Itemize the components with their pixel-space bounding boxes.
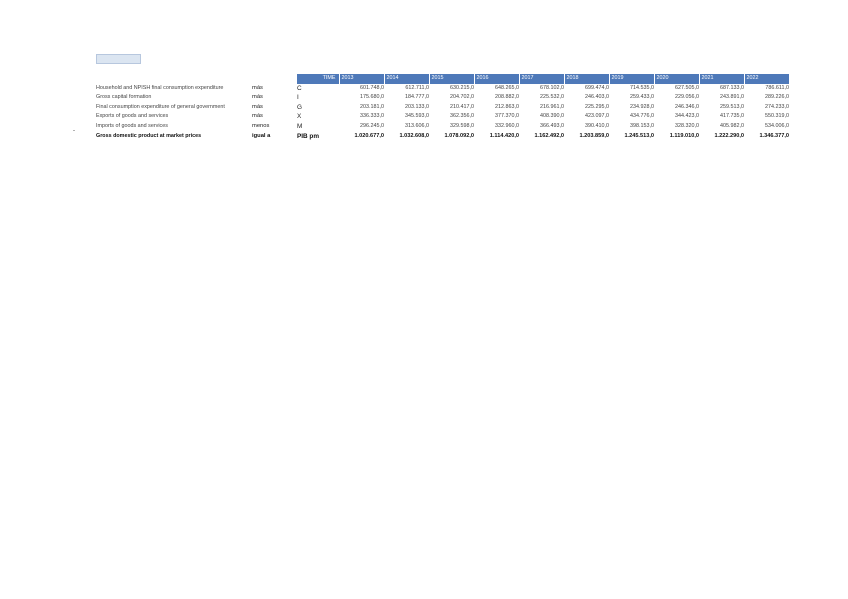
year-header-cell[interactable]: 2018 — [564, 74, 609, 84]
operator-cell[interactable]: más — [252, 103, 263, 110]
row-description-cell[interactable]: Household and NPISH final consumption expenditure — [96, 84, 224, 91]
value-cell[interactable]: 687.133,0 — [720, 84, 744, 91]
year-header-cell[interactable]: 2014 — [384, 74, 429, 84]
symbol-cell[interactable]: PIB pm — [297, 132, 320, 140]
value-cell[interactable]: 699.474,0 — [585, 84, 609, 91]
table-row — [96, 103, 789, 113]
operator-cell[interactable]: menos — [252, 122, 270, 129]
total-row — [96, 132, 789, 142]
highlighted-cell[interactable] — [96, 54, 141, 64]
value-cell[interactable]: 289.226,0 — [765, 94, 789, 101]
value-cell[interactable]: 212.863,0 — [495, 103, 519, 110]
value-cell[interactable]: 225.532,0 — [540, 94, 564, 101]
value-cell[interactable]: 203.133,0 — [405, 103, 429, 110]
value-cell[interactable]: 336.333,0 — [360, 113, 384, 120]
row-description-cell[interactable]: Imports of goods and services — [96, 122, 168, 129]
table-row — [96, 122, 789, 132]
row-description-cell[interactable]: Gross capital formation — [96, 94, 152, 101]
value-cell[interactable]: 714.535,0 — [630, 84, 654, 91]
value-cell[interactable]: 208.882,0 — [495, 94, 519, 101]
symbol-cell[interactable]: X — [297, 113, 302, 121]
value-cell[interactable]: 204.702,0 — [450, 94, 474, 101]
year-header-cell[interactable]: 2022 — [744, 74, 789, 84]
value-cell[interactable]: 534.006,0 — [765, 122, 789, 129]
value-cell[interactable]: 1.032.608,0 — [399, 132, 429, 139]
value-cell[interactable]: 398.153,0 — [630, 122, 654, 129]
value-cell[interactable]: 225.295,0 — [585, 103, 609, 110]
value-cell[interactable]: 175.680,0 — [360, 94, 384, 101]
value-cell[interactable]: 678.102,0 — [540, 84, 564, 91]
operator-cell[interactable]: igual a — [252, 132, 271, 139]
value-cell[interactable]: 229.056,0 — [675, 94, 699, 101]
gdp-expenditure-table — [96, 74, 789, 141]
time-header-cell[interactable]: TIME — [297, 74, 339, 84]
value-cell[interactable]: 1.245.513,0 — [624, 132, 654, 139]
value-cell[interactable]: 216.961,0 — [540, 103, 564, 110]
table-row — [96, 112, 789, 122]
value-cell[interactable]: 203.181,0 — [360, 103, 384, 110]
value-cell[interactable]: 627.505,0 — [675, 84, 699, 91]
value-cell[interactable]: 259.433,0 — [630, 94, 654, 101]
value-cell[interactable]: 1.020.677,0 — [354, 132, 384, 139]
table-row — [96, 84, 789, 94]
year-header-cell[interactable]: 2013 — [339, 74, 384, 84]
row-description-cell[interactable]: Exports of goods and services — [96, 113, 169, 120]
value-cell[interactable]: 377.370,0 — [495, 113, 519, 120]
value-cell[interactable]: 405.982,0 — [720, 122, 744, 129]
value-cell[interactable]: 1.119.010,0 — [669, 132, 699, 139]
value-cell[interactable]: 630.215,0 — [450, 84, 474, 91]
value-cell[interactable]: 246.346,0 — [675, 103, 699, 110]
header-blank-cell — [252, 74, 297, 84]
header-blank-cell — [96, 74, 252, 84]
value-cell[interactable]: 366.493,0 — [540, 122, 564, 129]
row-description-cell[interactable]: Final consumption expenditure of general government — [96, 103, 225, 110]
value-cell[interactable]: 332.960,0 — [495, 122, 519, 129]
year-header-cell[interactable]: 2017 — [519, 74, 564, 84]
value-cell[interactable]: 408.390,0 — [540, 113, 564, 120]
operator-cell[interactable]: más — [252, 94, 263, 101]
value-cell[interactable]: 184.777,0 — [405, 94, 429, 101]
operator-cell[interactable]: más — [252, 84, 263, 91]
value-cell[interactable]: 234.928,0 — [630, 103, 654, 110]
value-cell[interactable]: 243.891,0 — [720, 94, 744, 101]
value-cell[interactable]: 1.114.420,0 — [489, 132, 519, 139]
symbol-cell[interactable]: G — [297, 103, 302, 111]
value-cell[interactable]: 648.265,0 — [495, 84, 519, 91]
value-cell[interactable]: 344.423,0 — [675, 113, 699, 120]
value-cell[interactable]: 313.606,0 — [405, 122, 429, 129]
side-dash-mark: - — [73, 128, 75, 134]
row-description-cell[interactable]: Gross domestic product at market prices — [96, 132, 202, 139]
year-header-cell[interactable]: 2016 — [474, 74, 519, 84]
value-cell[interactable]: 274.233,0 — [765, 103, 789, 110]
value-cell[interactable]: 1.078.092,0 — [444, 132, 474, 139]
value-cell[interactable]: 259.513,0 — [720, 103, 744, 110]
value-cell[interactable]: 345.593,0 — [405, 113, 429, 120]
value-cell[interactable]: 1.222.290,0 — [714, 132, 744, 139]
value-cell[interactable]: 1.203.859,0 — [579, 132, 609, 139]
header-row — [96, 74, 789, 84]
symbol-cell[interactable]: M — [297, 122, 303, 130]
value-cell[interactable]: 423.097,0 — [585, 113, 609, 120]
value-cell[interactable]: 434.776,0 — [630, 113, 654, 120]
value-cell[interactable]: 390.410,0 — [585, 122, 609, 129]
value-cell[interactable]: 329.598,0 — [450, 122, 474, 129]
year-header-cell[interactable]: 2019 — [609, 74, 654, 84]
symbol-cell[interactable]: C — [297, 84, 302, 92]
value-cell[interactable]: 210.417,0 — [450, 103, 474, 110]
table-row — [96, 93, 789, 103]
value-cell[interactable]: 1.162.492,0 — [534, 132, 564, 139]
value-cell[interactable]: 786.611,0 — [765, 84, 789, 91]
year-header-cell[interactable]: 2021 — [699, 74, 744, 84]
value-cell[interactable]: 417.735,0 — [720, 113, 744, 120]
value-cell[interactable]: 328.320,0 — [675, 122, 699, 129]
value-cell[interactable]: 601.748,0 — [360, 84, 384, 91]
value-cell[interactable]: 1.346.377,0 — [759, 132, 789, 139]
year-header-cell[interactable]: 2020 — [654, 74, 699, 84]
value-cell[interactable]: 362.356,0 — [450, 113, 474, 120]
operator-cell[interactable]: más — [252, 113, 263, 120]
value-cell[interactable]: 246.403,0 — [585, 94, 609, 101]
value-cell[interactable]: 296.245,0 — [360, 122, 384, 129]
value-cell[interactable]: 612.711,0 — [405, 84, 429, 91]
year-header-cell[interactable]: 2015 — [429, 74, 474, 84]
value-cell[interactable]: 550.319,0 — [765, 113, 789, 120]
symbol-cell[interactable]: I — [297, 94, 299, 102]
